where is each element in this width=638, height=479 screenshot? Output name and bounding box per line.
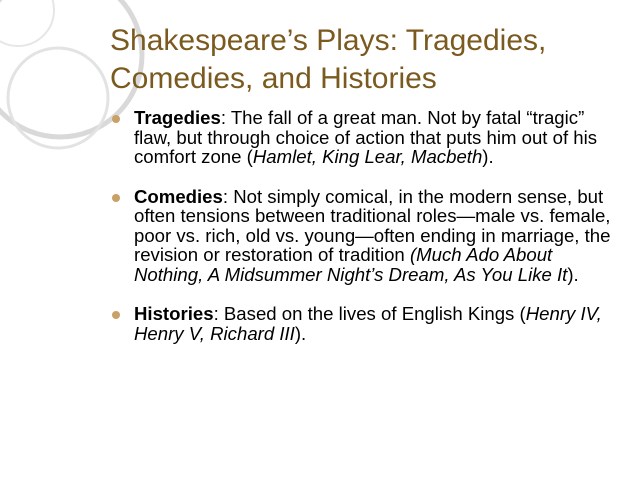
decor-circle-small bbox=[8, 48, 108, 148]
bullet-text: : Not simply comical, in the modern sense, but often tensions between traditional roles—male vs. female, poor vs. rich, old vs. young—often ending in marriage, the revision or restoration of tradition bbox=[134, 185, 611, 265]
bullet-tragedies bbox=[110, 108, 625, 167]
bullet-term: Histories bbox=[134, 303, 214, 324]
slide-title-line-2: Comedies, and Histories bbox=[110, 62, 437, 95]
bullet-text-end: ). bbox=[294, 322, 307, 344]
bullet-italic-text: (Much Ado About Nothing, A Midsummer Night’s Dream, As You Like It bbox=[134, 244, 568, 285]
bullet-marker-icon bbox=[112, 311, 120, 319]
bullet-histories bbox=[110, 304, 625, 343]
bullet-text: : Based on the lives of English Kings ( bbox=[213, 303, 526, 324]
bullet-comedies bbox=[110, 187, 625, 285]
slide-title bbox=[110, 22, 620, 98]
bullet-list bbox=[110, 108, 625, 343]
slide-title-line-1: Shakespeare’s Plays: Tragedies, bbox=[110, 24, 547, 57]
bullet-marker-icon bbox=[112, 115, 120, 123]
bullet-italic-text: Hamlet, King Lear, Macbeth bbox=[252, 146, 483, 167]
bullet-text: : The fall of a great man. Not by fatal “tragic” flaw, but through choice of action that puts him out of his comfort zone ( bbox=[134, 107, 598, 167]
bullet-italic-text: Henry IV, Henry V, Richard III bbox=[134, 303, 602, 344]
bullet-text-end: ). bbox=[482, 146, 494, 167]
bullet-text-end: ). bbox=[567, 263, 579, 285]
bullet-term: Tragedies bbox=[134, 107, 221, 128]
bullet-term: Comedies bbox=[134, 185, 223, 207]
decor-circle-inner bbox=[0, 0, 54, 46]
bullet-marker-icon bbox=[112, 194, 120, 202]
